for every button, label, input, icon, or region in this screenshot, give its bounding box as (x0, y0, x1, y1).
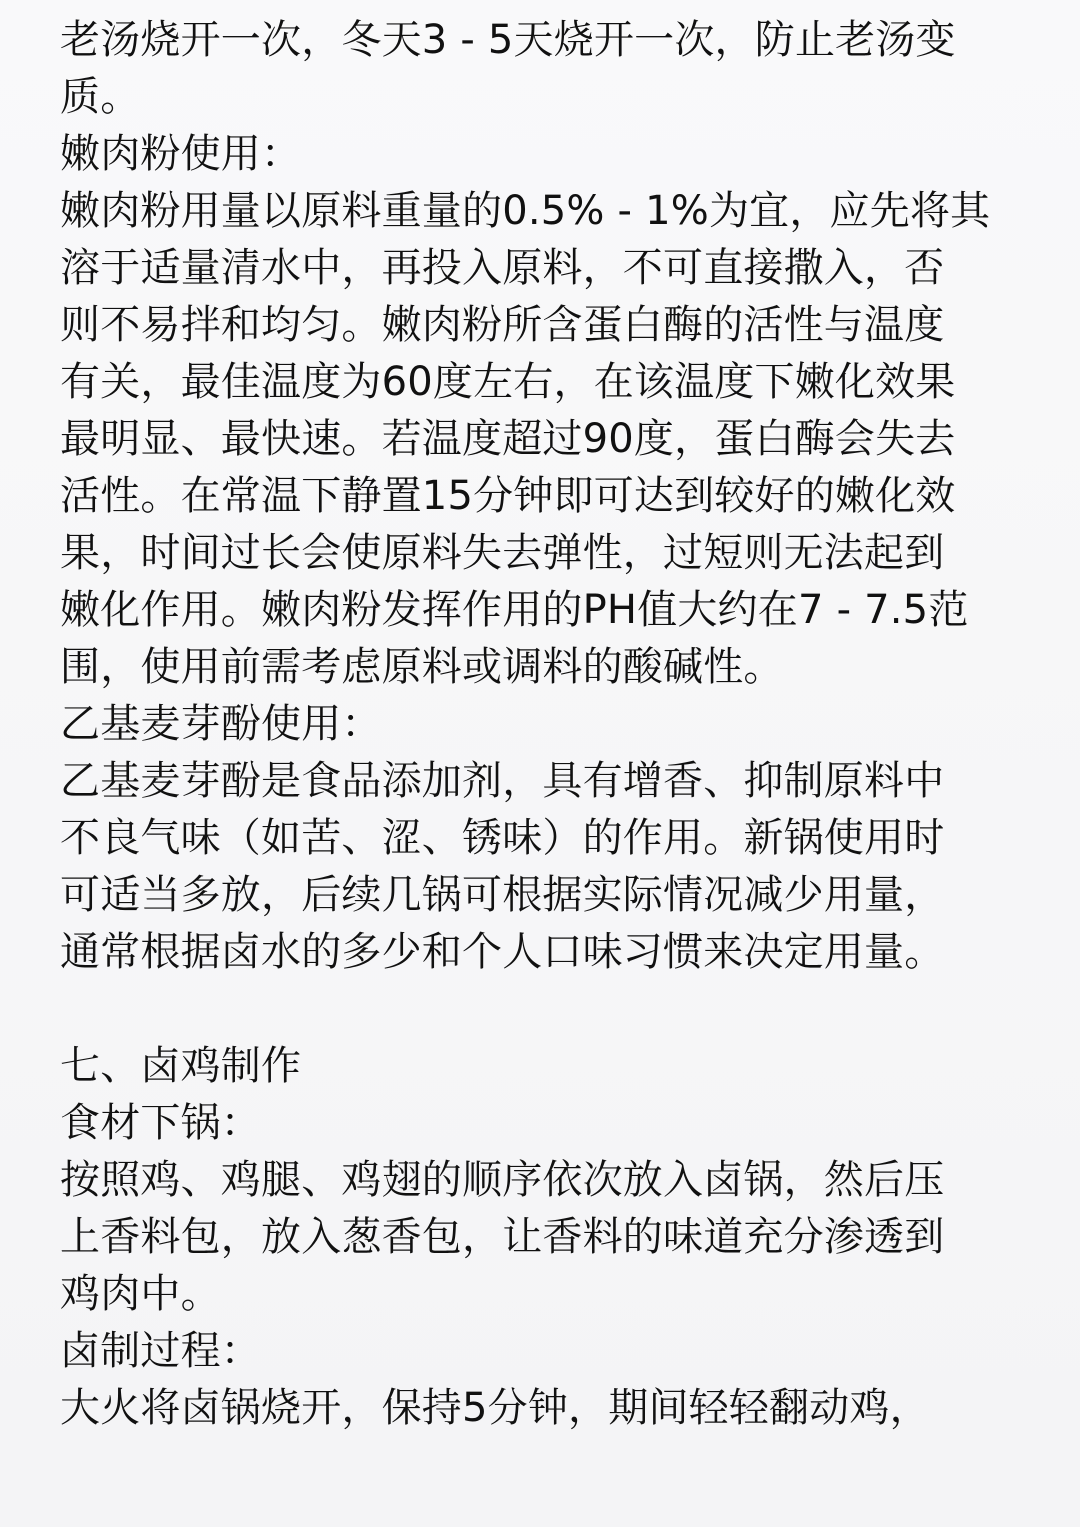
text-line: 不良气味（如苦、涩、锈味）的作用。新锅使用时 (60, 815, 945, 861)
text-line: 围，使用前需考虑原料或调料的酸碱性。 (60, 644, 784, 690)
text-line: 嫩化作用。嫩肉粉发挥作用的PH值大约在7 - 7.5范 (60, 587, 969, 633)
text-line: 乙基麦芽酚是食品添加剂，具有增香、抑制原料中 (60, 758, 945, 804)
text-line: 则不易拌和均匀。嫩肉粉所含蛋白酶的活性与温度 (60, 302, 945, 348)
text-line: 按照鸡、鸡腿、鸡翅的顺序依次放入卤锅，然后压 (60, 1157, 945, 1203)
text-line: 老汤烧开一次，冬天3 - 5天烧开一次，防止老汤变 (60, 17, 956, 63)
text-line: 通常根据卤水的多少和个人口味习惯来决定用量。 (60, 929, 945, 975)
text-line: 嫩肉粉用量以原料重量的0.5% - 1%为宜，应先将其 (60, 188, 991, 234)
text-line: 上香料包，放入葱香包，让香料的味道充分渗透到 (60, 1214, 945, 1260)
text-line: 最明显、最快速。若温度超过90度，蛋白酶会失去 (60, 416, 956, 462)
text-line: 大火将卤锅烧开，保持5分钟，期间轻轻翻动鸡， (60, 1385, 930, 1431)
subheading-tenderizer: 嫩肉粉使用： (60, 131, 302, 177)
text-line: 果，时间过长会使原料失去弹性，过短则无法起到 (60, 530, 945, 576)
text-line: 可适当多放，后续几锅可根据实际情况减少用量， (60, 872, 945, 918)
paragraph-spacer (60, 981, 1020, 1038)
subheading-ethyl-maltol: 乙基麦芽酚使用： (60, 701, 382, 747)
text-line: 质。 (60, 74, 141, 120)
subheading-braising-process: 卤制过程： (60, 1328, 261, 1374)
subheading-ingredients: 食材下锅： (60, 1100, 261, 1146)
section-heading-braised-chicken: 七、卤鸡制作 (60, 1043, 302, 1089)
text-line: 溶于适量清水中，再投入原料，不可直接撒入，否 (60, 245, 945, 291)
text-line: 有关，最佳温度为60度左右，在该温度下嫩化效果 (60, 359, 956, 405)
text-line: 活性。在常温下静置15分钟即可达到较好的嫩化效 (60, 473, 956, 519)
text-line: 鸡肉中。 (60, 1271, 221, 1317)
